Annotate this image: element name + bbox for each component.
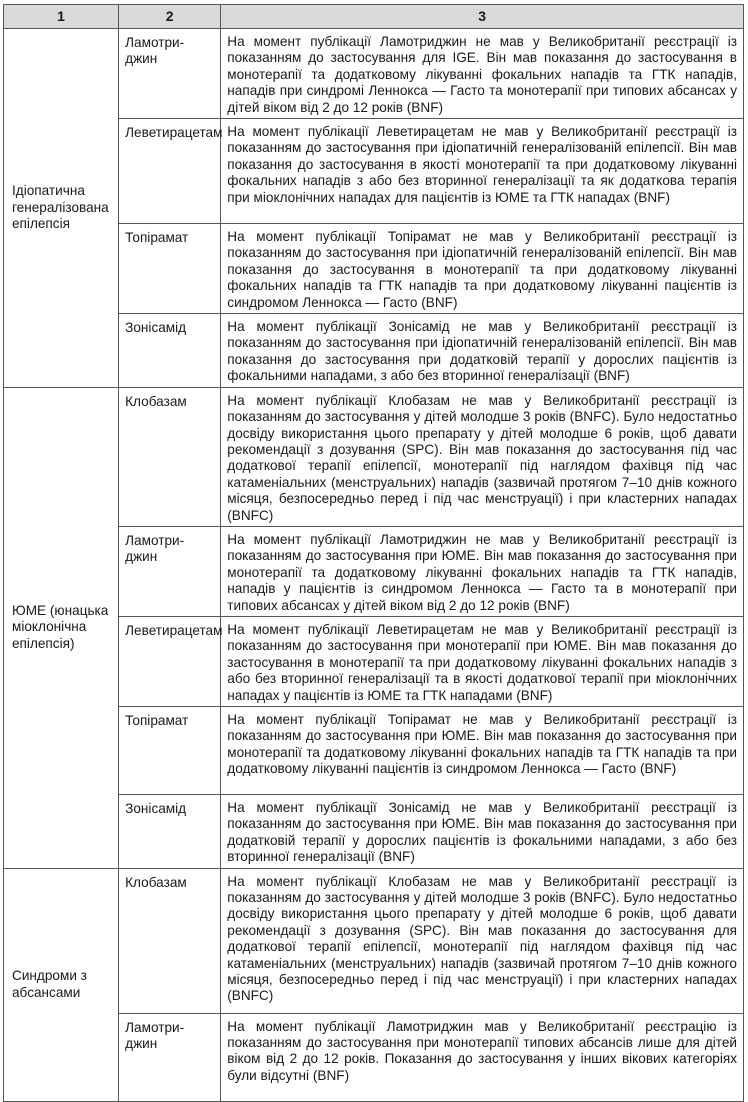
drug-cell: Ламотри-джин (119, 29, 221, 119)
indication-cell: На момент публікації Зонісамід не мав у Великобританії реєстрації із показанням до застосування при ЮМЕ. Він мав показання до застосування при додатковій терапії у дорослих пацієнтів із фокальними нападами, з або без вторинної генералізації (BNF) (221, 795, 744, 869)
table-row (4, 387, 744, 526)
indication-cell: На момент публікації Клобазам не мав у Великобританії реєстрації із показанням до застосування у дітей молодше 3 років (BNFC). Було недостатньо досвіду використання цього препарату у дітей молодше 6 років, щоб давати рекомендації з дозування (SPC). Він мав показання до застосування для додаткової терапії епілепсії, монотерапії під наглядом фахівця під час катаменіальних (менструальних) нападів (зазвичай протягом 7–10 днів кожного місяця, безпосередньо перед і під час менструації) і при кластерних нападах (BNFC) (221, 868, 744, 1013)
header-col-3: 3 (221, 5, 744, 29)
table-container (3, 4, 744, 1102)
drug-cell: Ламотри-джин (119, 526, 221, 616)
drug-cell: Зонісамід (119, 314, 221, 388)
drug-cell: Клобазам (119, 868, 221, 1013)
indication-cell: На момент публікації Ламотриджин мав у Великобританії реєстрацію із показанням до застосування при монотерапії типових абсансів лише для дітей віком від 2 до 12 років. Показання до застосування у інших вікових категоріях були відсутні (BNF) (221, 1013, 744, 1101)
diagnosis-cell: ЮМЕ (юнацька міоклонічна епілепсія) (4, 387, 119, 868)
drug-cell: Леветирацетам (119, 616, 221, 706)
drug-cell: Леветирацетам (119, 119, 221, 224)
drug-cell: Ламотри-джин (119, 1013, 221, 1101)
table-row (4, 29, 744, 119)
indication-cell: На момент публікації Топірамат не мав у Великобританії реєстрації із показанням до застосування при ЮМЕ. Він мав показання до застосування при монотерапії та додатковому лікуванні фокальних нападів та ГТК нападів та при додатковому лікуванні пацієнтів із синдромом Леннокса — Гасто (BNF) (221, 707, 744, 795)
drug-cell: Клобазам (119, 387, 221, 526)
header-row (4, 5, 744, 29)
indication-cell: На момент публікації Клобазам не мав у Великобританії реєстрації із показанням до застосування у дітей молодше 3 років (BNFC). Було недостатньо досвіду використання цього препарату у дітей молодше 6 років, щоб давати рекомендації з дозування (SPC). Він мав показання до застосування під час додаткової терапії епілепсії, монотерапії під наглядом фахівця під час катаменіальних (менструальних) нападів (зазвичай протягом 7–10 днів кожного місяця, безпосередньо перед і під час менструації) і при кластерних нападах (BNFC) (221, 387, 744, 526)
drug-indications-table (3, 4, 744, 1102)
indication-cell: На момент публікації Ламотриджин не мав у Великобританії реєстрації із показанням до застосування при ЮМЕ. Він мав показання до застосування при монотерапії та додатковому лікуванні фокальних нападів та ГТК нападів, нападів у пацієнтів із синдромом Леннокса — Гасто та в монотерапії при типових абсансах у дітей віком від 2 до 12 років (BNF) (221, 526, 744, 616)
table-row (4, 868, 744, 1013)
header-col-2: 2 (119, 5, 221, 29)
header-col-1: 1 (4, 5, 119, 29)
indication-cell: На момент публікації Ламотриджин не мав у Великобританії реєстрації із показанням до застосування для IGE. Він мав показання до застосування в монотерапії та додатковому лікуванні фокальних нападів та ГТК нападів, нападів при синдромі Леннокса — Гасто та монотерапії при типових абсансах у дітей віком від 2 до 12 років (BNF) (221, 29, 744, 119)
drug-cell: Зонісамід (119, 795, 221, 869)
indication-cell: На момент публікації Зонісамід не мав у Великобританії реєстрації із показанням до застосування при ідіопатичній генералізованій епілепсії. Він мав показання до застосування при додатковій терапії у дорослих пацієнтів із фокальними нападами, з або без вторинної генералізації (BNF) (221, 314, 744, 388)
diagnosis-cell: Синдроми з абсансами (4, 868, 119, 1101)
indication-cell: На момент публікації Леветирацетам не мав у Великобританії реєстрації із показанням до застосування при ідіопатичній генералізованій епілепсії. Він мав показання до застосування в якості монотерапії та при додатковому лікуванні фокальних нападів з або без вторинної генералізації та як додаткова терапія при міоклонічних нападах для пацієнтів із ЮМЕ та ГТК нападах (BNF) (221, 119, 744, 224)
diagnosis-cell: Ідіопатична генералізована епілепсія (4, 29, 119, 388)
drug-cell: Топірамат (119, 707, 221, 795)
drug-cell: Топірамат (119, 224, 221, 314)
indication-cell: На момент публікації Леветирацетам не мав у Великобританії реєстрації із показанням до застосування при монотерапії при ЮМЕ. Він мав показання до застосування в монотерапії та при додатковому лікуванні фокальних нападів з або без вторинної генералізації та в якості додаткової терапії при міоклонічних нападах у пацієнтів із ЮМЕ та ГТК нападами (BNF) (221, 616, 744, 706)
indication-cell: На момент публікації Топірамат не мав у Великобританії реєстрації із показанням до застосування при ідіопатичній генералізованій епілепсії. Він мав показання до застосування в монотерапії та при додатковому лікуванні фокальних нападів та ГТК нападів та при додатковому лікуванні пацієнтів із синдромом Леннокса — Гасто (BNF) (221, 224, 744, 314)
